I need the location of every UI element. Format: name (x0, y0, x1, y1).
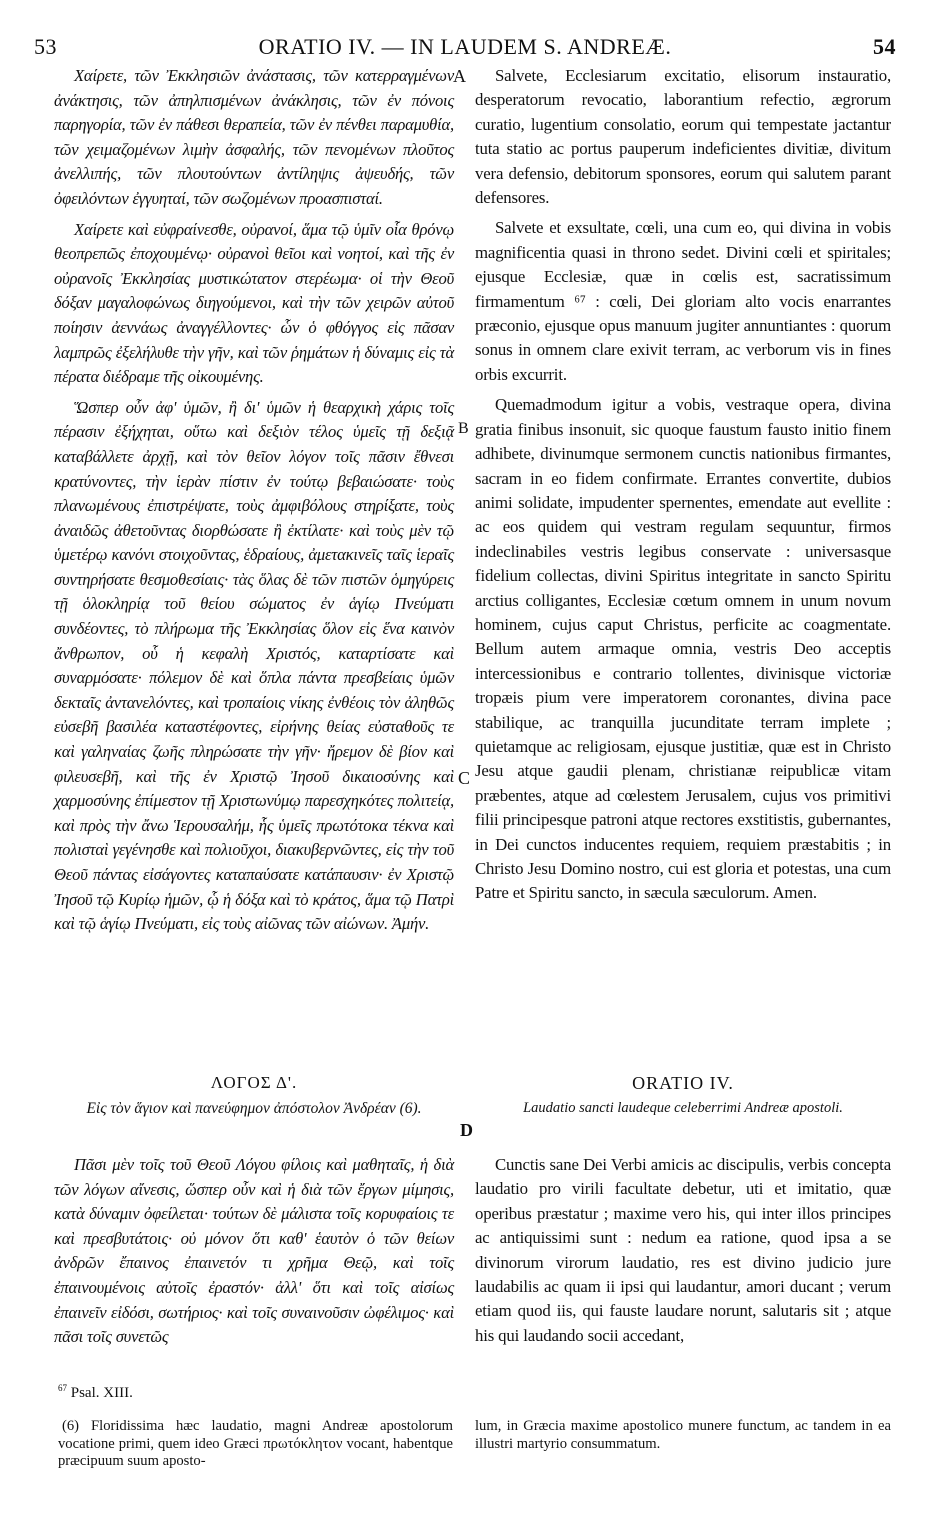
running-title: ORATIO IV. — IN LAUDEM S. ANDREÆ. (258, 34, 672, 59)
editor-note-left: (6) Floridissima hæc laudatio, magni Andreæ apostolorum vocatione primi, quem ideo Græci πρωτόκλητον vocant, habentque præcipuum suum aposto- (58, 1418, 453, 1469)
latin-column-bottom (475, 1153, 891, 1348)
page-number-left: 53 (34, 34, 57, 59)
footnote-mark: 67 (58, 1383, 67, 1393)
greek-column-bottom (54, 1153, 454, 1350)
latin-paragraph: Salvete et exsultate, cœli, una cum eo, qui divina in vobis magnificentia quasi in throno sedet. Divini cœli et spiritales; ejusque Ecclesiæ, quæ in cœlis est, sacratissimum firmamentum ⁶⁷ : cœli, Dei gloriam alto vocis enarrantes præconio, ejusque opus manuum jugiter annuntiantes : quorum sonus in omnem clare exivit terram, ac verborum vis in fines orbis excurrit. (475, 218, 891, 384)
footnote-text: Psal. XIII. (70, 1385, 133, 1401)
latin-paragraph: Salvete, Ecclesiarum excitatio, elisorum instauratio, desperatorum revocatio, laborantium refectio, ægrorum curatio, lugentium consolatio, eorum qui tempestate jactantur tuta statio ac portus pauperum indeficientes divitiæ, divitum vera defensio, debitorum sponsores, eorum qui salutem parant defensores. (475, 66, 891, 208)
latin-section-subtitle: Laudatio sancti laudeque celeberrimi Andreæ apostoli. (523, 1100, 843, 1116)
latin-section-heading: ORATIO IV. (632, 1073, 734, 1093)
greek-section-subtitle: Εἰς τὸν ἅγιον καὶ πανεύφημον ἀπόστολον Ἀνδρέαν (6). (86, 1100, 422, 1117)
greek-section-heading: ΛΟΓΟΣ Δ'. (210, 1073, 298, 1092)
margin-letter-c: C (458, 768, 471, 788)
greek-column-top (54, 64, 454, 937)
latin-column-top (475, 64, 891, 906)
latin-paragraph: Quemadmodum igitur a vobis, vestraque opera, divina gratia finibus insonuit, sic quoque faustum fausto initio finem adhibete, divinumque sermonem cunctis nationibus firmantes, sacram in eo fidem confirmate. Errantes convertite, dubios animi solidate, impudenter spernentes, emendate aut evellite : ac eos quidem qui vestram regulam sequuntur, firmos indeclinabiles vestris legibus conservate : universasque fidelium collectas, divini Spiritus integritate in sancto Spiritu arctius colligantes, Ecclesiæ cœtum omnem in unum novum hominem, cujus caput Christus, perficite ac coagmentate. Bellum autem armaque omnia, vestris Deo acceptis intercessionibus e contrario tollentes, divinisque victoriæ tropæis pium vere imperatorem coronantes, divina pace stabilique, ac tranquilla jucunditate terram implete ; quietamque ac religiosam, ejusque justitiæ, quæ est in Christo Jesu atque gaudii plenam, christianæ reipublicæ vitam præbentes, atque ad cœlestem Jerusalem, cujus vos primitivi filii principesque patroni atque rectores exstitistis, gubernantes, in Dei cunctos inducentes requiem, requiem præstabitis ; in Christo Jesu Domino nostro, cui est gloria et potestas, una cum Patre et Spiritu sancto, in sæcula sæculorum. Amen. (475, 395, 891, 903)
running-header (34, 34, 896, 62)
scripture-footnote (58, 1383, 133, 1402)
greek-paragraph: Ὥσπερ οὖν ἀφ' ὑμῶν, ἢ δι' ὑμῶν ἡ θεαρχικὴ χάρις τοῖς πέρασιν ἐξήχηται, οὕτω καὶ δεξιὸν τέλος ὑμεῖς τῇ δεξιᾷ καταβάλλετε ἀρχῇ, καὶ τὸν θεῖον λόγον τοῖς πᾶσιν ἔθνεσι κρατύνοντες, τὴν ἱερὰν πίστιν ἐν τούτῳ βεβαιώσατε· τοὺς πλανωμένους ἐπιστρέψατε, τοὺς ἀμφιβόλους στηρίξατε, τοὺς ἀναιδῶς ἀθετοῦντας διορθώσατε ἢ ἐκτίλατε· καὶ τοὺς μὲν τῷ ὑμετέρῳ κανόνι στοιχοῦντας, ἑδραίους, ἀμετακινεῖς ταῖς ἱεραῖς συντηρήσατε θεσμοθεσίαις· τὰς ὅλας δὲ τῶν πιστῶν ὁμηγύρεις τῇ ὁλοκληρίᾳ τοῦ θείου σώματος ἐν ἁγίῳ Πνεύματι συνδέοντες, τὸ πλήρωμα τῆς Ἐκκλησίας ὅλον εἰς ἕνα καινὸν ἄνθρωπον, οὗ ἡ κεφαλὴ Χριστός, καταρτίσατε καὶ συναρμόσατε· πόλεμον δὲ καὶ ὅπλα πάντα πρεσβείαις ὑμῶν δεκταῖς ἀντανελόντες, καὶ τροπαίοις νίκης ἐνθέοις τὸν ἀληθῶς εὐσεβῆ βασιλέα καταστέφοντες, εἰρήνης θείας εὐσταθοῦς τε καὶ γαληναίας ζωῆς πληρώσατε τὴν γῆν· ἤρεμον δὲ βίον καὶ φιλευσεβῆ, καὶ τῆς ἐν Χριστῷ Ἰησοῦ δικαιοσύνης καὶ χαρμοσύνης ἐπίμεστον τῇ Χριστωνύμῳ παρεσχηκότες πολιτείᾳ, καὶ πρὸς τὴν ἄνω Ἱερουσαλήμ, ἧς ὑμεῖς πρωτότοκα τέκνα καὶ πολισταὶ γεγένησθε καὶ πολιοῦχοι, διακυβερνῶντες, εἰς τὴν τοῦ Θεοῦ πάντας εἰσάγοντες καταπαύσατε κατάπαυσιν· ἐν Χριστῷ Ἰησοῦ τῷ Κυρίῳ ἡμῶν, ᾧ ἡ δόξα καὶ τὸ κράτος, ἅμα τῷ Πατρὶ καὶ τῷ ἁγίῳ Πνεύματι, εἰς τοὺς αἰῶνας τῶν αἰώνων. Ἀμήν. (54, 397, 454, 934)
margin-letter-b: B (458, 420, 469, 437)
latin-paragraph: Cunctis sane Dei Verbi amicis ac discipulis, verbis concepta laudatio pro virili facultate debetur, uti et imitatio, quæ operibus præstatur ; maxime vero his, qui inter illos principes ac antiquissimi sunt : nedum ea ratione, quod ipsa a se divinorum virorum laudatio, res est divino judicio jure laudabilis ac quam ii ipsi qui laudantur, amori ducant ; verum etiam quod iis, qui fauste laudare norunt, salutaris sit ; atque his qui laudando socii accedant, (475, 1155, 891, 1345)
margin-letter-d: D (460, 1120, 473, 1140)
editor-note-right: lum, in Græcia maxime apostolico munere functum, ac tandem in ea illustri martyrio consummatum. (475, 1418, 891, 1452)
greek-paragraph: Χαίρετε, τῶν Ἐκκλησιῶν ἀνάστασις, τῶν κατερραγμένων ἀνάκτησις, τῶν ἀπηλπισμένων ἀνάκλησις, τῶν ἐν πόνοις παρηγορία, τῶν ἐν πάθεσι θεραπεία, τῶν ἐν πένθει παραμυθία, τῶν χειμαζομένων λιμὴν ἀσφαλής, τῶν πενομένων πλοῦτος ἀνελλιπής, τῶν πλουτούντων ἀντίληψις ἀψευδής, τῶν ὀφειλόντων ἐγγυηταί, τῶν σωζομένων προασπισταί. (54, 66, 454, 208)
greek-paragraph: Πᾶσι μὲν τοῖς τοῦ Θεοῦ Λόγου φίλοις καὶ μαθηταῖς, ἡ διὰ τῶν λόγων αἴνεσις, ὥσπερ οὖν καὶ ἡ διὰ τῶν ἔργων μίμησις, κατὰ δύναμιν ὀφείλεται· τούτων δὲ μάλιστα τοῖς κορυφαίοις τε καὶ πρεσβυτάτοις· οὐ μόνον ὅτι καθ' ἑαυτὸν ὁ τῶν θείων ἀνδρῶν ἔπαινος ἐπαινετόν τι χρῆμα Θεῷ, καὶ τοῖς ἐπαινουμένοις αὐτοῖς ἐραστόν· ἀλλ' ὅτι καὶ τοῖς αἰσίως ἐπαινεῖν εἰδόσι, σωτήριος· καὶ τοῖς συναινοῦσιν ὠφέλιμος· καὶ πᾶσι τοῖς συνετῶς (54, 1155, 454, 1347)
page-number-right: 54 (873, 34, 896, 59)
margin-letter-a: A (453, 66, 466, 86)
greek-paragraph: Χαίρετε καὶ εὐφραίνεσθε, οὐρανοί, ἅμα τῷ ὑμῖν οἷα θρόνῳ θεοπρεπῶς ἐποχουμένῳ· οὐρανοὶ θεῖοι καὶ νοητοί, καὶ τῆς ἐν οὐρανοῖς Ἐκκλησίας μυστικώτατον στερέωμα· οἱ τὴν Θεοῦ δόξαν μαγαλοφώνως διηγούμενοι, καὶ τὴν τῶν χειρῶν αὐτοῦ ποίησιν ἀεννάως ἀναγγέλλοντες· ὧν ὁ φθόγγος εἰς πᾶσαν λαμπρῶς ἐξελήλυθε τὴν γῆν, καὶ τῶν ῥημάτων ἡ δύναμις εἰς τὰ πέρατα διέδραμε τῆς οἰκουμένης. (54, 219, 454, 387)
